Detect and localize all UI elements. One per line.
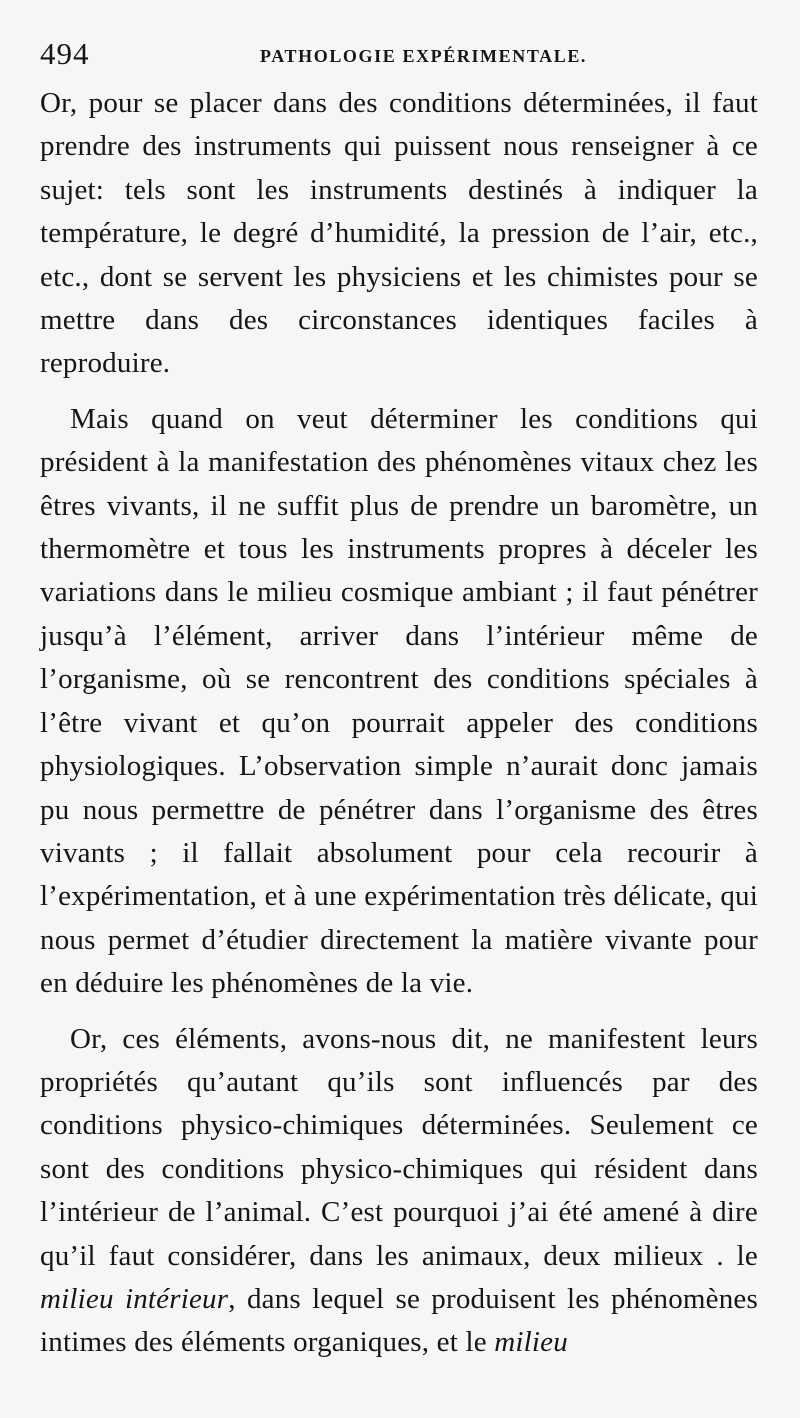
paragraph-3-text-a: Or, ces éléments, avons-nous dit, ne manifestent leurs propriétés qu’autant qu’ils sont influencés par des conditions physico-chimiques déterminées. Seulement ce sont des conditions physico-chimiques qui résident dans l’intérieur de l’animal. C’est pourquoi j’ai été amené à dire qu’il faut considérer, dans les animaux, deux milieux . le [40, 1022, 758, 1272]
body-text [40, 82, 758, 1365]
running-head: PATHOLOGIE EXPÉRIMENTALE. [260, 46, 588, 66]
italic-term-milieu-interieur: milieu intérieur [40, 1282, 229, 1315]
page-number: 494 [40, 36, 90, 71]
page-header [40, 36, 758, 76]
paragraph-3 [40, 1018, 758, 1365]
italic-term-milieu: milieu [494, 1326, 568, 1359]
paragraph-2: Mais quand on veut déterminer les conditions qui président à la manifestation des phénomènes vitaux chez les êtres vivants, il ne suffit plus de prendre un baromètre, un thermomètre et tous les instruments propres à déceler les variations dans le milieu cosmique ambiant ; il faut pénétrer jusqu’à l’élément, arriver dans l’intérieur même de l’organisme, où se rencontrent des conditions spéciales à l’être vivant et qu’on pourrait appeler des conditions physiologiques. L’observation simple n’aurait donc jamais pu nous permettre de pénétrer dans l’organisme des êtres vivants ; il fallait absolument pour cela recourir à l’expérimentation, et à une expérimentation très délicate, qui nous permet d’étudier directement la matière vivante pour en déduire les phénomènes de la vie. [40, 402, 758, 1000]
paragraph-1: Or, pour se placer dans des conditions déterminées, il faut prendre des instruments qui puissent nous renseigner à ce sujet: tels sont les instruments destinés à indiquer la température, le degré d’humidité, la pression de l’air, etc., etc., dont se servent les physiciens et les chimistes pour se mettre dans des circonstances identiques faciles à reproduire. [40, 87, 758, 380]
paragraph-3-text-b: , dans lequel se produisent les phénomènes intimes des éléments organiques, et le [40, 1282, 758, 1359]
